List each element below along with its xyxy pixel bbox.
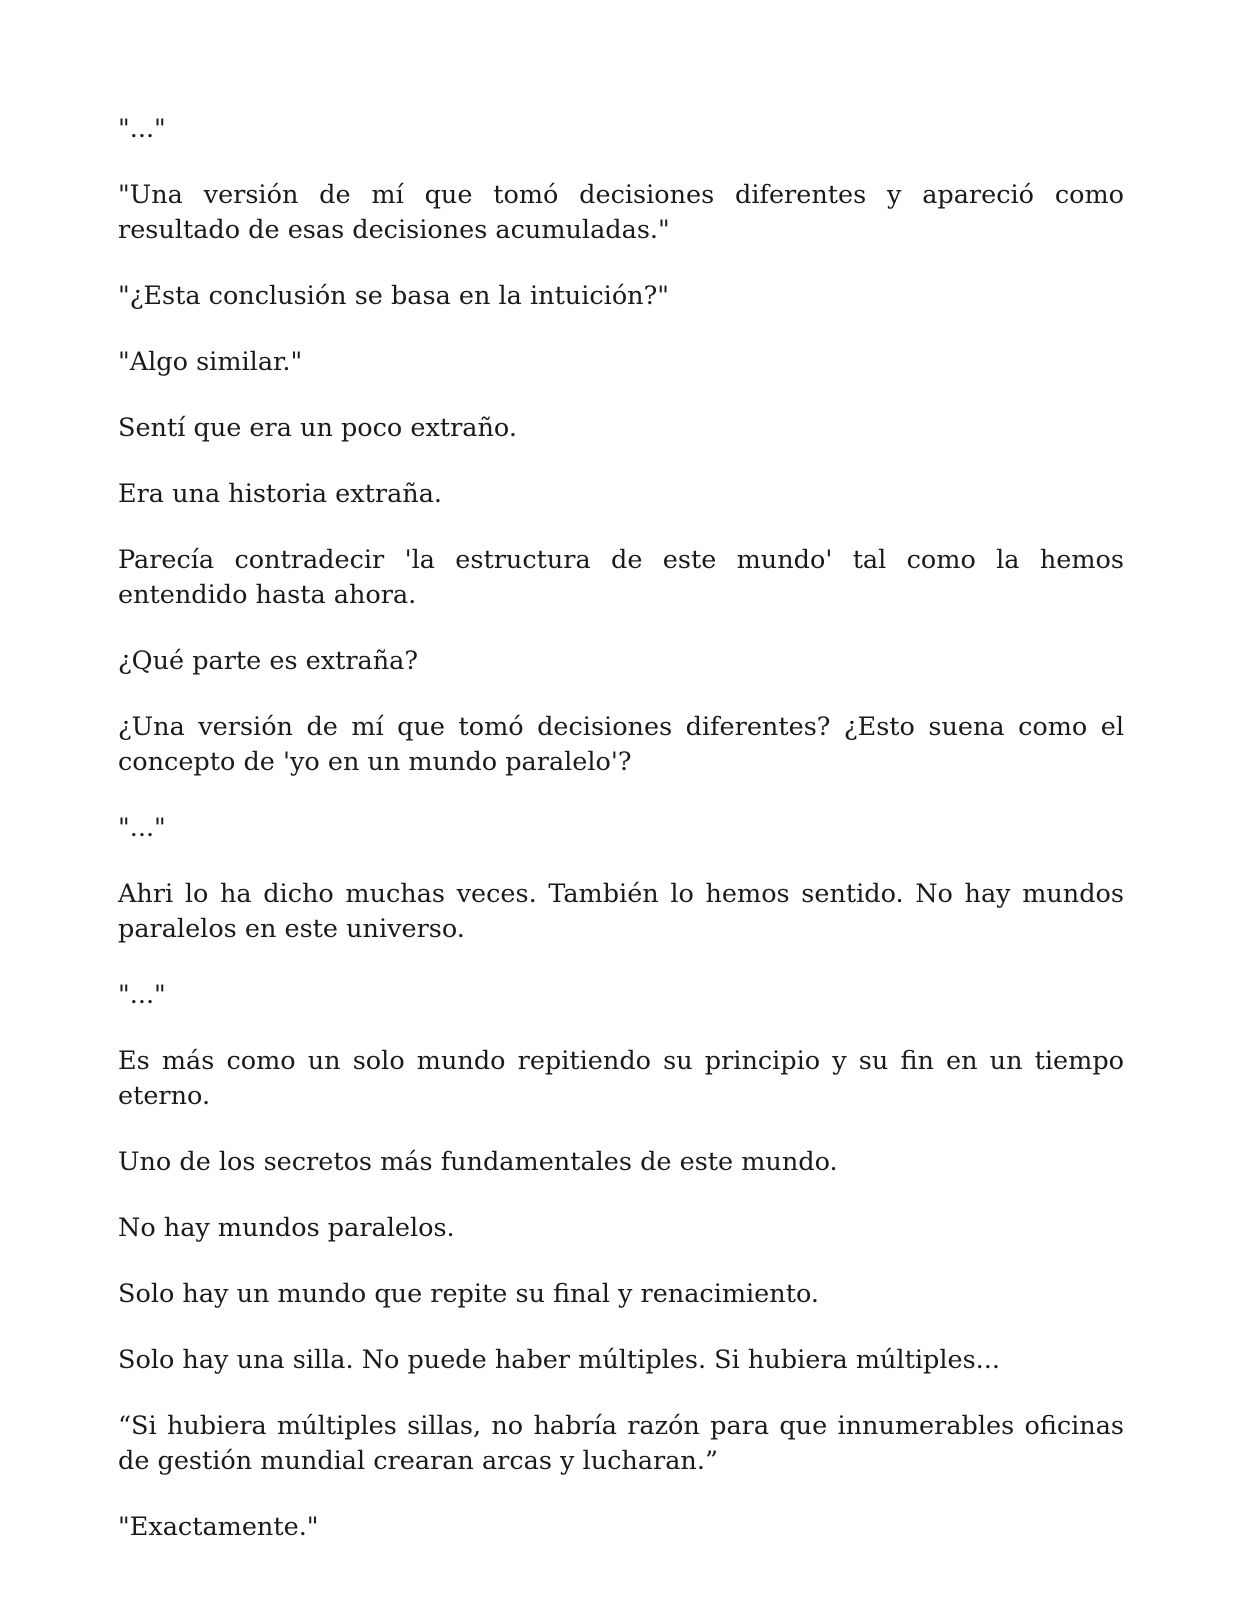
paragraph: Solo hay un mundo que repite su final y renacimiento.	[118, 1279, 819, 1309]
paragraph: "Algo similar."	[118, 347, 303, 377]
paragraph: Es más como un solo mundo repitiendo su principio y su fin en un tiempo eterno.	[118, 1046, 1124, 1111]
paragraph: "Exactamente."	[118, 1512, 319, 1542]
paragraph: No hay mundos paralelos.	[118, 1213, 455, 1243]
paragraph: Parecía contradecir 'la estructura de este mundo' tal como la hemos entendido hasta ahora.	[118, 545, 1124, 610]
paragraph: “Si hubiera múltiples sillas, no habría razón para que innumerables oficinas de gestión mundial crearan arcas y lucharan.”	[118, 1411, 1124, 1476]
paragraph: ¿Una versión de mí que tomó decisiones diferentes? ¿Esto suena como el concepto de 'yo en un mundo paralelo'?	[118, 712, 1124, 777]
paragraph: Ahri lo ha dicho muchas veces. También lo hemos sentido. No hay mundos paralelos en este universo.	[118, 879, 1124, 944]
paragraph: "..."	[118, 980, 166, 1010]
document-body	[118, 112, 1124, 1576]
paragraph: ¿Qué parte es extraña?	[118, 646, 419, 676]
paragraph: Sentí que era un poco extraño.	[118, 413, 517, 443]
paragraph: "Una versión de mí que tomó decisiones diferentes y apareció como resultado de esas decisiones acumuladas."	[118, 180, 1124, 245]
paragraph: "¿Esta conclusión se basa en la intuición?"	[118, 281, 670, 311]
paragraph: "..."	[118, 114, 166, 144]
paragraph: Era una historia extraña.	[118, 479, 443, 509]
paragraph: "..."	[118, 813, 166, 843]
paragraph: Solo hay una silla. No puede haber múltiples. Si hubiera múltiples...	[118, 1345, 1000, 1375]
paragraph: Uno de los secretos más fundamentales de este mundo.	[118, 1147, 838, 1177]
